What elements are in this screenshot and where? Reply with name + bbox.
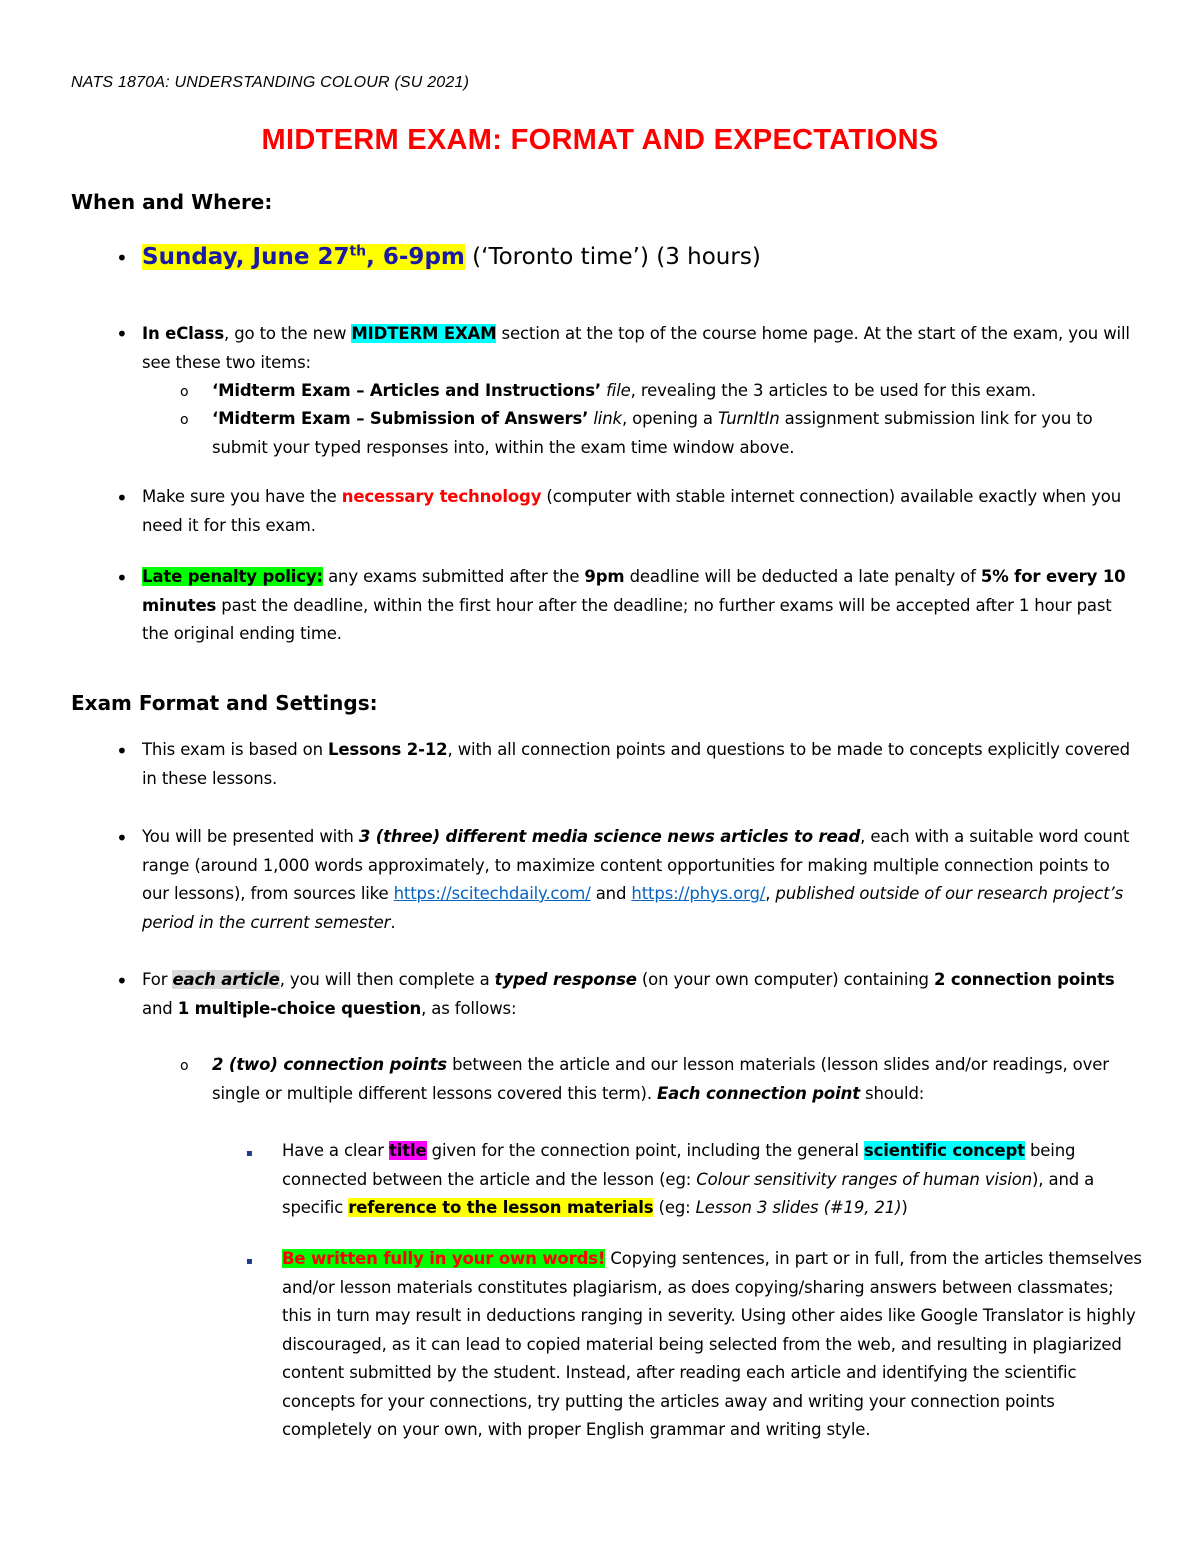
when-where-heading: When and Where: [71, 190, 273, 214]
exam-date-highlight: Sunday, June 27th, 6-9pm [142, 243, 465, 270]
each-article-paragraph: For each article, you will then complete a typed response (on your own computer) containing 2 connection points and 1 multiple-choice question, as follows: [142, 970, 1115, 1018]
bullet: • [116, 246, 128, 270]
necessary-technology-text: necessary technology [341, 487, 542, 506]
own-words-highlight: Be written fully in your own words! [282, 1249, 606, 1268]
exam-format-heading: Exam Format and Settings: [71, 691, 378, 715]
late-penalty-highlight: Late penalty policy: [142, 567, 323, 586]
each-article-highlight: each article [172, 970, 280, 989]
clear-title-item: Have a clear title given for the connection point, including the general scientific concept being connected between the article and the lesson (eg: Colour sensitivity ranges of human vision), and a specific reference to the lesson materials (eg: Lesson 3 slides (#19, 21)) [282, 1141, 1095, 1217]
bullet: ▪ [246, 1256, 253, 1267]
articles-paragraph: You will be presented with 3 (three) different media science news articles to read, each with a suitable word count range (around 1,000 words approximately, to maximize content opportunities for making multiple connection points to our lessons), from sources like https://scitechdaily.com/ and https://phys.org/, published outside of our research project’s period in the current semester. [142, 827, 1130, 932]
bullet: • [116, 486, 128, 510]
bullet: • [116, 739, 128, 763]
submission-link-item: ‘Midterm Exam – Submission of Answers’ link, opening a TurnItIn assignment submission link for you to submit your typed responses into, within the exam time window above. [212, 409, 1093, 457]
technology-paragraph: Make sure you have the necessary technology (computer with stable internet connection) available exactly when you need it for this exam. [142, 487, 1122, 535]
phys-org-link[interactable]: https://phys.org/ [631, 884, 766, 903]
bullet: ▪ [246, 1148, 253, 1159]
lessons-paragraph: This exam is based on Lessons 2-12, with all connection points and questions to be made to concepts explicitly covered in these lessons. [142, 740, 1130, 788]
title-highlight: title [389, 1141, 427, 1160]
bullet: • [116, 969, 128, 993]
bullet: o [180, 384, 189, 400]
bullet: • [116, 826, 128, 850]
bullet: • [116, 566, 128, 590]
own-words-item: Be written fully in your own words! Copying sentences, in part or in full, from the articles themselves and/or lesson materials constitutes plagiarism, as does copying/sharing answers between classmates; this in turn may result in deductions ranging in severity. Using other aides like Google Translator is highly discouraged, as it can lead to copied material being selected from the web, and resulting in plagiarized content submitted by the student. Instead, after reading each article and identifying the scientific concepts for your connections, try putting the articles away and writing your connection points completely on your own, with proper English grammar and writing style. [282, 1249, 1142, 1439]
bullet: o [180, 1058, 189, 1074]
midterm-exam-highlight: MIDTERM EXAM [351, 324, 497, 343]
two-connection-points-item: 2 (two) connection points between the article and our lesson materials (lesson slides and/or readings, over single or multiple different lessons covered this term). Each connection point should: [212, 1055, 1109, 1103]
scitechdaily-link[interactable]: https://scitechdaily.com/ [393, 884, 591, 903]
document-title: MIDTERM EXAM: FORMAT AND EXPECTATIONS [261, 124, 939, 156]
exam-date-line [142, 240, 1132, 274]
bullet: • [116, 322, 128, 346]
late-penalty-paragraph: Late penalty policy: any exams submitted after the 9pm deadline will be deducted a late penalty of 5% for every 10 minutes past the deadline, within the first hour after the deadline; no further exams will be accepted after 1 hour past the original ending time. [142, 567, 1126, 643]
reference-highlight: reference to the lesson materials [348, 1198, 654, 1217]
course-header: NATS 1870A: UNDERSTANDING COLOUR (SU 2021) [71, 74, 470, 91]
articles-file-item: ‘Midterm Exam – Articles and Instructions’ file, revealing the 3 articles to be used for this exam. [212, 381, 1036, 400]
exam-time-note: (‘Toronto time’) (3 hours) [464, 244, 761, 270]
scientific-concept-highlight: scientific concept [863, 1141, 1025, 1160]
eclass-paragraph: In eClass, go to the new MIDTERM EXAM section at the top of the course home page. At the start of the exam, you will see these two items: [142, 324, 1130, 372]
bullet: o [180, 412, 189, 428]
